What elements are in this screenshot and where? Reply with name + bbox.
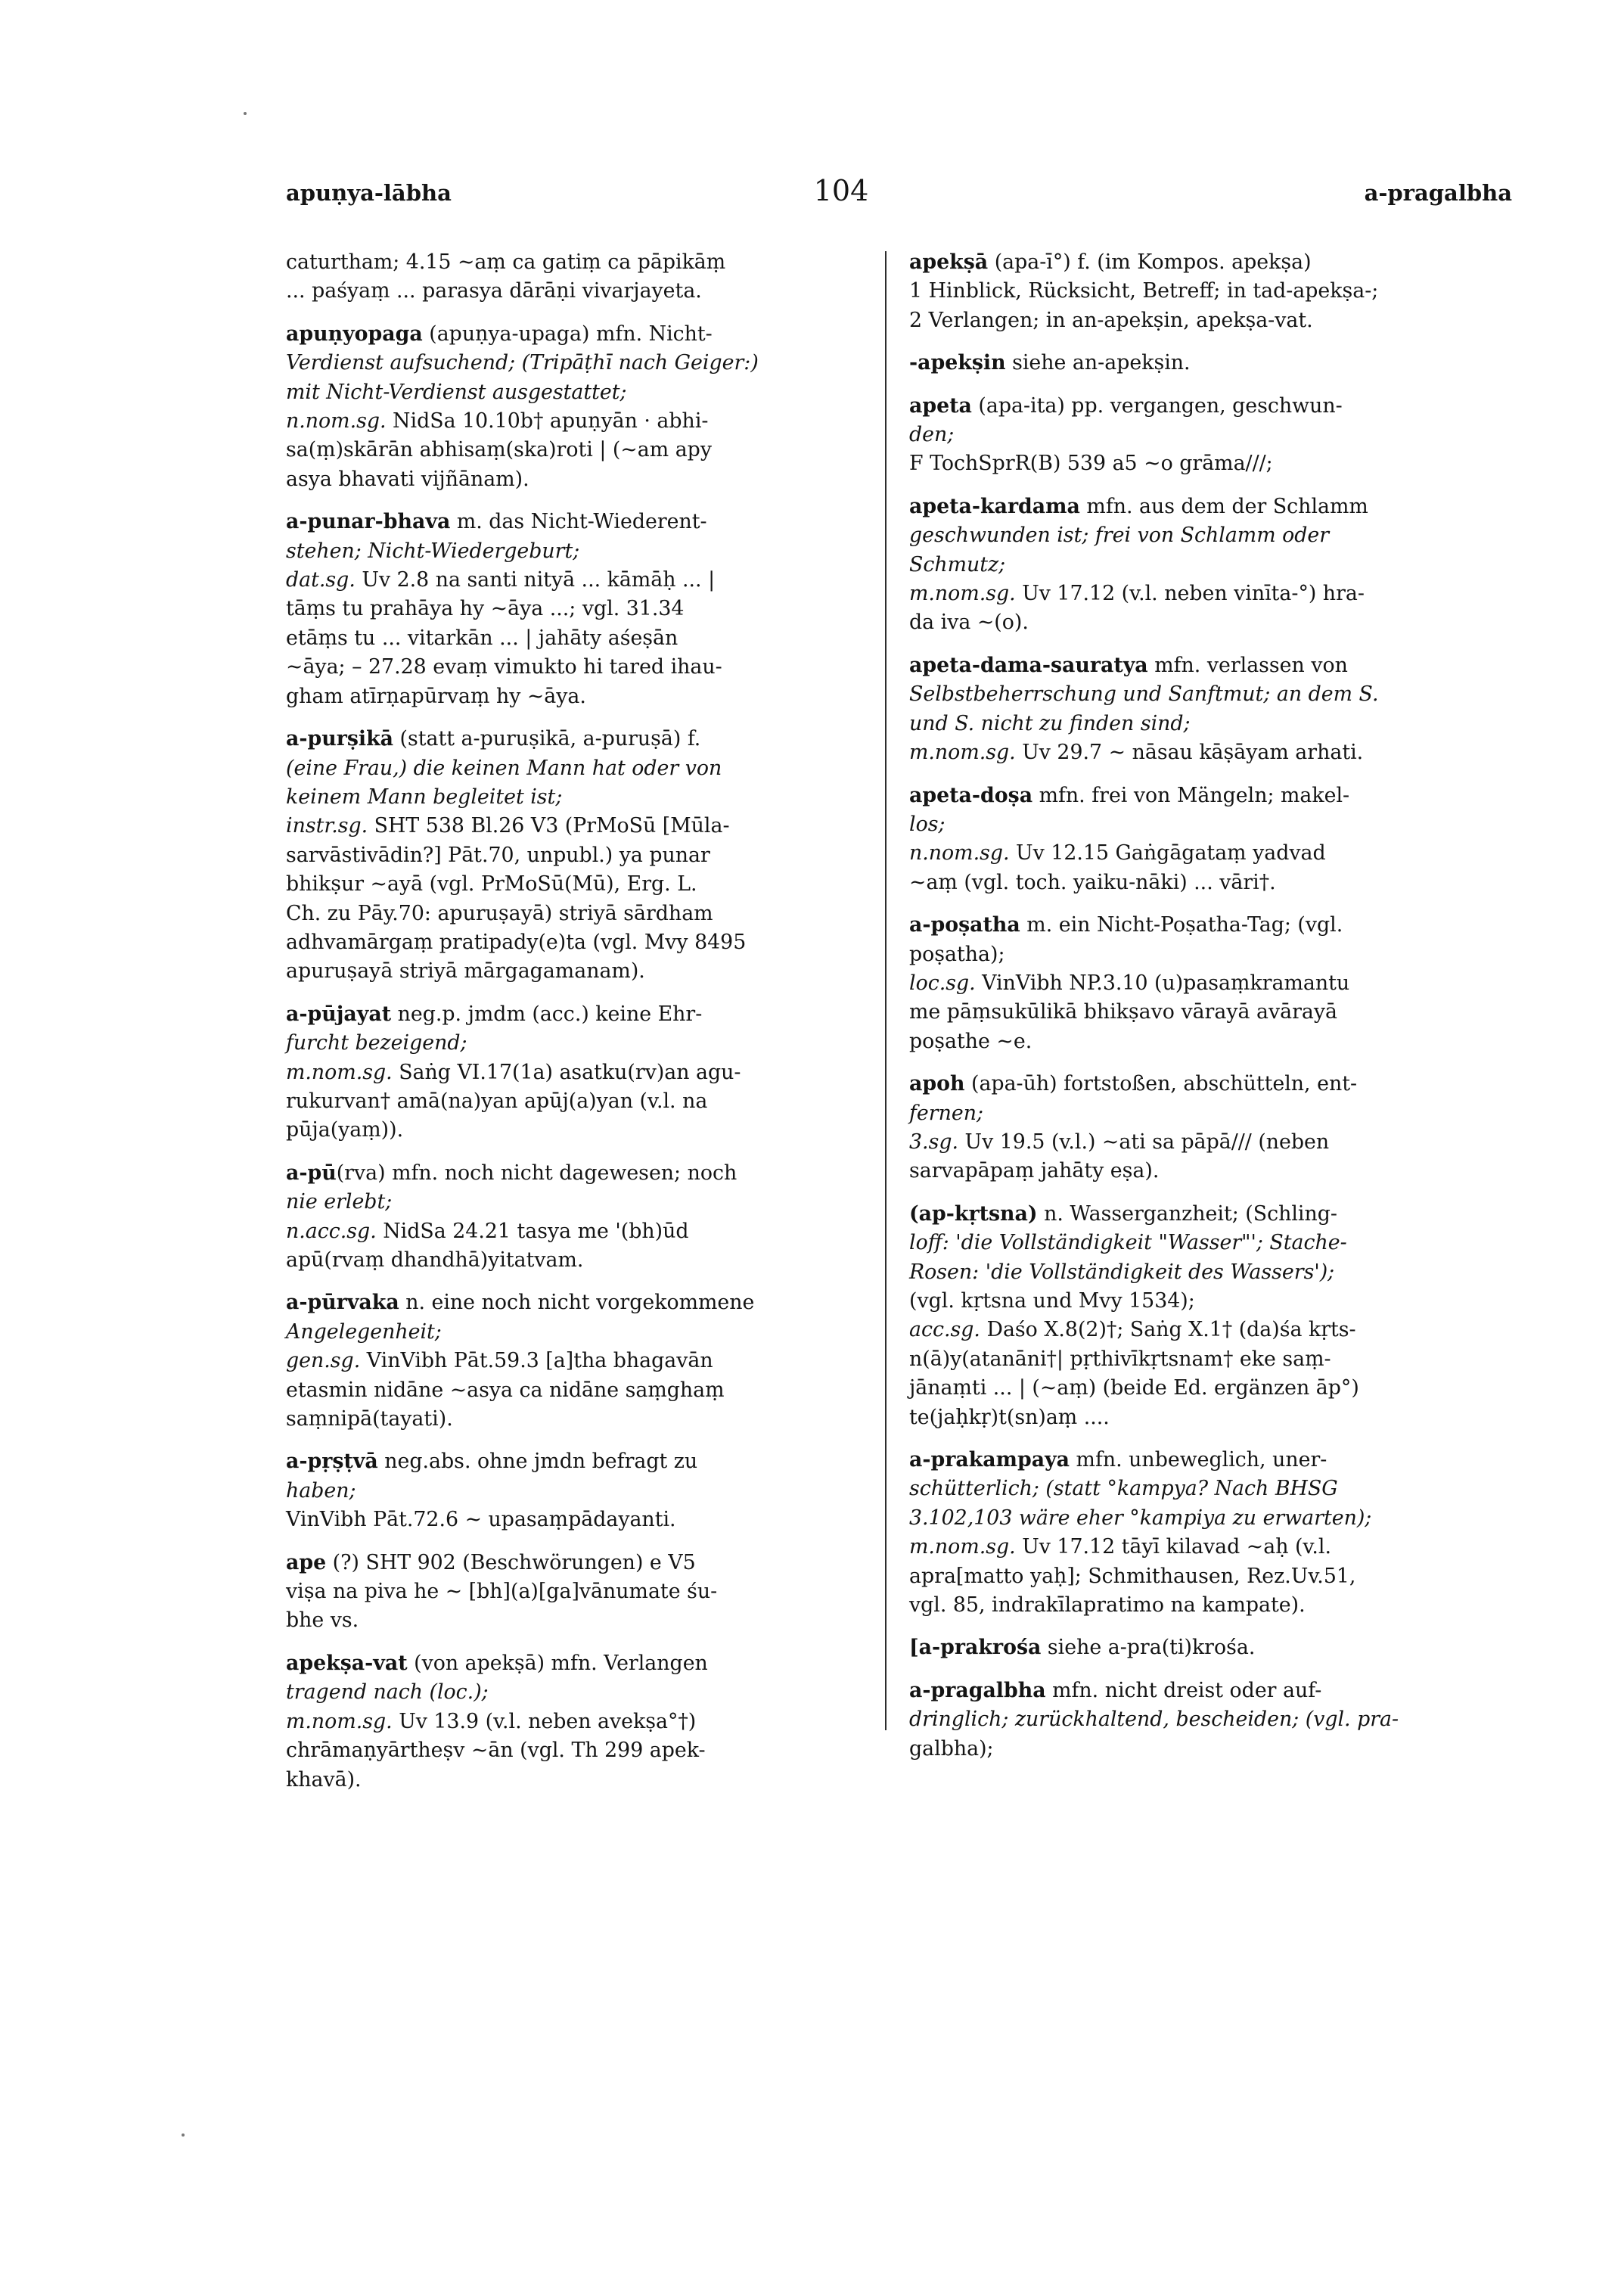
text-line: apuruṣayā striyā mārgagamanam). [286, 959, 645, 984]
text-line: me pāṃsukūlikā bhikṣavo vārayā avārayā [909, 1000, 1337, 1024]
text-line: gham atīrṇapūrvaṃ hy ~āya. [286, 684, 586, 708]
grammar-label: 3.sg. [909, 1130, 958, 1154]
text-line: loff: 'die Vollständigkeit "Wasser"'; Stache- [909, 1231, 1347, 1255]
grammar-label: n.nom.sg. [286, 409, 387, 434]
citation-text: Saṅg VI.17(1a) asatku(rv)an agu- [392, 1060, 741, 1084]
entry-apeksa-vat [286, 1649, 883, 1795]
entry-a-prakampaya [909, 1446, 1516, 1620]
text-line: pūja(yaṃ)). [286, 1118, 404, 1142]
text-line: dringlich; zurückhaltend, bescheiden; (vgl. pra- [909, 1708, 1399, 1732]
text-line: Angelegenheit; [286, 1319, 442, 1344]
text-line: galbha); [909, 1736, 994, 1761]
headword-line [286, 725, 883, 754]
text-line: etāṃs tu ... vitarkān ... | jahāty aśeṣān [286, 626, 678, 650]
text-line: apū(rvaṃ dhandhā)yitatvam. [286, 1248, 584, 1272]
citation-text: Uv 29.7 ~ nāsau kāṣāyam arhati. [1015, 741, 1364, 765]
entry-apoh [909, 1070, 1516, 1186]
headword: a-punar-bhava [286, 510, 451, 534]
text-line: viṣa na piva he ~ [bh](a)[ga]vānumate śu- [286, 1580, 718, 1604]
grammar-label: m.nom.sg. [909, 1535, 1016, 1559]
headword: apeta-dama-sauratya [909, 653, 1148, 677]
text-line: sarvapāpaṃ jahāty eṣa). [909, 1159, 1160, 1183]
citation-line [909, 580, 1516, 608]
headword: a-pū [286, 1161, 337, 1185]
text-line: schütterlich; (statt °kampya? Nach BHSG [909, 1477, 1338, 1501]
headword-gloss: (apa-ūh) fortstoßen, abschütteln, ent- [964, 1072, 1358, 1096]
citation-line [286, 1058, 883, 1087]
text-line: ... paśyaṃ ... parasya dārāṇi vivarjayeta. [286, 279, 702, 303]
text-line: nie erlebt; [286, 1190, 393, 1214]
entry-a-prakrosa [909, 1633, 1516, 1662]
citation-line [909, 969, 1516, 998]
text-line: 3.102,103 wäre eher °kampiya zu erwarten); [909, 1506, 1372, 1530]
running-head-right: a-pragalbha [1364, 180, 1512, 206]
citation-line [909, 1533, 1516, 1562]
text-line: und S. nicht zu finden sind; [909, 711, 1191, 735]
text-line: los; [909, 812, 946, 836]
text-line: 2 Verlangen; in an-apekṣin, apekṣa-vat. [909, 308, 1313, 332]
headword: apuṇyopaga [286, 322, 423, 346]
headword-gloss: (apa-ī°) f. (im Kompos. apekṣa) [988, 250, 1312, 274]
text-line: fernen; [909, 1101, 983, 1125]
headword-line [909, 248, 1516, 277]
text-line: (eine Frau,) die keinen Mann hat oder von [286, 756, 722, 780]
headword: a-poṣatha [909, 913, 1020, 937]
headword: ape [286, 1550, 327, 1574]
headword-gloss: mfn. unbeweglich, uner- [1070, 1448, 1327, 1472]
grammar-label: n.nom.sg. [909, 841, 1010, 866]
text-line: adhvamārgaṃ pratipady(e)ta (vgl. Mvy 8495 [286, 930, 747, 954]
text-line: ~āya; – 27.28 evaṃ vimukto hi tared ihau- [286, 655, 722, 679]
entry-a-pujayat [286, 1000, 883, 1145]
grammar-label: loc.sg. [909, 971, 976, 995]
citation-text: Daśo X.8(2)†; Saṅg X.1† (da)śa kṛts- [980, 1318, 1356, 1342]
entry-apeta-kardama [909, 493, 1516, 638]
citation-line [909, 1128, 1516, 1157]
entry-ap-krtsna [909, 1200, 1516, 1432]
headword-gloss: neg.abs. ohne jmdn befragt zu [377, 1450, 698, 1474]
text-line: apra[matto yaḥ]; Schmithausen, Rez.Uv.51, [909, 1564, 1356, 1588]
citation-text: NidSa 24.21 tasya me '(bh)ūd [376, 1219, 689, 1243]
entry-a-posatha [909, 911, 1516, 1056]
citation-text: Uv 19.5 (v.l.) ~ati sa pāpā/// (neben [958, 1130, 1330, 1154]
headword-gloss: mfn. verlassen von [1147, 653, 1348, 677]
headword-gloss: siehe a-pra(ti)krośa. [1041, 1636, 1256, 1660]
headword-line [909, 651, 1516, 680]
text-line: den; [909, 423, 955, 447]
headword-gloss: n. eine noch nicht vorgekommene [399, 1291, 755, 1315]
headword-gloss: (statt a-puruṣikā, a-puruṣā) f. [393, 727, 701, 751]
headword-gloss: n. Wasserganzheit; (Schling- [1037, 1201, 1337, 1226]
entry-ape [286, 1549, 883, 1636]
citation-line [286, 566, 883, 595]
headword: -apekṣin [909, 351, 1006, 375]
citation-text: SHT 538 Bl.26 V3 (PrMoSū [Mūla- [368, 814, 730, 838]
headword: a-pragalbha [909, 1678, 1046, 1702]
column-divider [885, 251, 887, 1730]
entry-a-prstva [286, 1447, 883, 1534]
headword-line [909, 1677, 1516, 1705]
headword-line [909, 1446, 1516, 1475]
headword-gloss: (rva) mfn. noch nicht dagewesen; noch [336, 1161, 737, 1185]
citation-line [286, 1217, 883, 1246]
headword-gloss: (?) SHT 902 (Beschwörungen) e V5 [326, 1550, 696, 1574]
headword-line [909, 1200, 1516, 1229]
citation-line [286, 407, 883, 436]
headword-line [286, 320, 883, 349]
citation-text: VinVibh NP.3.10 (u)pasaṃkramantu [975, 971, 1350, 995]
headword-gloss: mfn. frei von Mängeln; makel- [1032, 783, 1350, 807]
headword: a-pūjayat [286, 1002, 392, 1026]
scan-speck [182, 2133, 185, 2137]
headword-line [286, 1549, 883, 1577]
text-line: ~aṃ (vgl. toch. yaiku-nāki) ... vāri†. [909, 870, 1276, 894]
right-column [909, 248, 1516, 1777]
headword: apeta-doṣa [909, 783, 1033, 807]
headword-line [909, 1070, 1516, 1099]
grammar-label: m.nom.sg. [909, 582, 1016, 606]
running-head-left: apuṇya-lābha [286, 180, 452, 206]
headword-line [909, 782, 1516, 810]
entry-a-purshika [286, 725, 883, 987]
text-line: asya bhavati vijñānam). [286, 467, 529, 491]
text-line: vgl. 85, indrakīlapratimo na kampate). [909, 1593, 1306, 1618]
left-column [286, 248, 883, 1808]
headword-gloss: m. das Nicht-Wiederent- [450, 510, 707, 534]
text-line: khavā). [286, 1767, 362, 1792]
text-line: tragend nach (loc.); [286, 1680, 489, 1705]
citation-line [286, 812, 883, 841]
headword-line [286, 1159, 883, 1188]
citation-line: VinVibh Pāt.72.6 ~ upasaṃpādayanti. [286, 1508, 676, 1532]
grammar-label: m.nom.sg. [909, 741, 1016, 765]
headword-gloss: mfn. aus dem der Schlamm [1079, 494, 1368, 518]
entry-apeta-dama-sauratya [909, 651, 1516, 768]
scan-speck [244, 112, 247, 115]
text-line: chrāmaṇyārtheṣv ~ān (vgl. Th 299 apek- [286, 1739, 706, 1763]
entry-apeksa [909, 248, 1516, 335]
page-number: 104 [813, 174, 869, 207]
headword: a-prakampaya [909, 1448, 1070, 1472]
headword-gloss: (apa-ita) pp. vergangen, geschwun- [971, 393, 1343, 418]
text-line: furcht bezeigend; [286, 1031, 467, 1055]
headword-line [286, 508, 883, 536]
entry-a-pragalbha [909, 1677, 1516, 1764]
headword-gloss: mfn. nicht dreist oder auf- [1045, 1678, 1322, 1702]
text-line: te(jaḥkṛ)t(sn)aṃ .... [909, 1405, 1110, 1429]
entry-apeksin [909, 349, 1516, 378]
entry-apeta [909, 392, 1516, 479]
headword: a-pūrvaka [286, 1291, 399, 1315]
headword-line [909, 911, 1516, 940]
entry-a-punar-bhava [286, 508, 883, 711]
citation-line [909, 1316, 1516, 1344]
grammar-label: dat.sg. [286, 568, 356, 592]
headword-line [286, 1649, 883, 1678]
text-line: caturtham; 4.15 ~aṃ ca gatiṃ ca pāpikāṃ [286, 250, 726, 274]
citation-text: VinVibh Pāt.59.3 [a]tha bhagavān [360, 1349, 713, 1373]
grammar-label: m.nom.sg. [286, 1060, 393, 1084]
text-line: Rosen: 'die Vollständigkeit des Wassers'); [909, 1260, 1335, 1284]
headword-line [909, 1633, 1516, 1662]
citation-text: Uv 17.12 tāyī kilavad ~aḥ (v.l. [1015, 1535, 1331, 1559]
citation-text: NidSa 10.10b† apuṇyān · abhi- [386, 409, 709, 434]
headword: a-purṣikā [286, 727, 394, 751]
text-line: bhe vs. [286, 1608, 359, 1633]
text-line: Ch. zu Pāy.70: apuruṣayā) striyā sārdham [286, 901, 713, 925]
text-line: poṣathe ~e. [909, 1029, 1032, 1053]
grammar-label: gen.sg. [286, 1349, 361, 1373]
citation-text: Uv 13.9 (v.l. neben avekṣa°†) [392, 1709, 697, 1733]
entry-a-purva [286, 1159, 883, 1276]
headword-line [909, 392, 1516, 421]
headword: apekṣa-vat [286, 1651, 408, 1675]
text-line: geschwunden ist; frei von Schlamm oder [909, 524, 1330, 548]
grammar-label: acc.sg. [909, 1318, 980, 1342]
citation-text: Uv 17.12 (v.l. neben vinīta-°) hra- [1015, 582, 1365, 606]
headword: apoh [909, 1072, 965, 1096]
headword: apekṣā [909, 250, 989, 274]
citation-line [909, 839, 1516, 868]
text-line: saṃnipā(tayati). [286, 1407, 453, 1431]
text-line: keinem Mann begleitet ist; [286, 785, 563, 809]
headword-line [909, 349, 1516, 378]
text-line: n(ā)y(atanāni†| pṛthivīkṛtsnam† eke saṃ- [909, 1347, 1331, 1371]
text-line: da iva ~(o). [909, 611, 1029, 635]
text-line: haben; [286, 1478, 356, 1503]
text-line: sa(ṃ)skārān abhisaṃ(ska)roti | (~am apy [286, 438, 712, 462]
text-line: sarvāstivādin?] Pāt.70, unpubl.) ya punar [286, 843, 710, 867]
entry-a-purvaka [286, 1288, 883, 1434]
text-line: (vgl. kṛtsna und Mvy 1534); [909, 1289, 1195, 1313]
text-line: poṣatha); [909, 942, 1005, 966]
text-line: Verdienst aufsuchend; (Tripāṭhī nach Geiger:) [286, 351, 759, 375]
grammar-label: n.acc.sg. [286, 1219, 377, 1243]
headword-gloss: m. ein Nicht-Poṣatha-Tag; (vgl. [1020, 913, 1343, 937]
headword-gloss: (von apekṣā) mfn. Verlangen [407, 1651, 708, 1675]
headword: [a-prakrośa [909, 1636, 1042, 1660]
entry-continuation [286, 248, 883, 306]
text-line: mit Nicht-Verdienst ausgestattet; [286, 380, 627, 404]
headword-line [286, 1000, 883, 1029]
headword: apeta [909, 393, 972, 418]
headword-gloss: (apuṇya-upaga) mfn. Nicht- [422, 322, 713, 346]
citation-text: Uv 12.15 Gaṅgāgataṃ yadvad [1009, 841, 1326, 866]
citation-line: F TochSprR(B) 539 a5 ~o grāma///; [909, 452, 1273, 476]
text-line: tāṃs tu prahāya hy ~āya ...; vgl. 31.34 [286, 597, 685, 621]
headword-line [909, 493, 1516, 521]
headword-gloss: siehe an-apekṣin. [1005, 351, 1191, 375]
text-line: 1 Hinblick, Rücksicht, Betreff; in tad-apekṣa-; [909, 279, 1379, 303]
text-line: stehen; Nicht-Wiedergeburt; [286, 539, 580, 563]
entry-apeta-dosa [909, 782, 1516, 898]
citation-line [286, 1347, 883, 1375]
text-line: Schmutz; [909, 552, 1006, 576]
text-line: Selbstbeherrschung und Sanftmut; an dem S. [909, 682, 1379, 707]
headword-gloss: neg.p. jmdm (acc.) keine Ehr- [391, 1002, 703, 1026]
text-line: rukurvan† amā(na)yan apūj(a)yan (v.l. na [286, 1089, 708, 1113]
text-line: bhikṣur ~ayā (vgl. PrMoSū(Mū), Erg. L. [286, 872, 697, 897]
citation-text: Uv 2.8 na santi nityā ... kāmāḥ ... | [355, 568, 716, 592]
grammar-label: instr.sg. [286, 814, 368, 838]
text-line: jānaṃti ... | (~aṃ) (beide Ed. ergänzen āp°) [909, 1376, 1359, 1400]
headword-line [286, 1288, 883, 1317]
citation-line [909, 738, 1516, 767]
headword: apeta-kardama [909, 494, 1080, 518]
headword: (ap-kṛtsna) [909, 1201, 1038, 1226]
text-line: etasmin nidāne ~asya ca nidāne saṃghaṃ [286, 1378, 725, 1402]
headword-line [286, 1447, 883, 1476]
entry-apunyopaga [286, 320, 883, 494]
headword: a-pṛṣṭvā [286, 1450, 378, 1474]
citation-line [286, 1708, 883, 1736]
grammar-label: m.nom.sg. [286, 1709, 393, 1733]
